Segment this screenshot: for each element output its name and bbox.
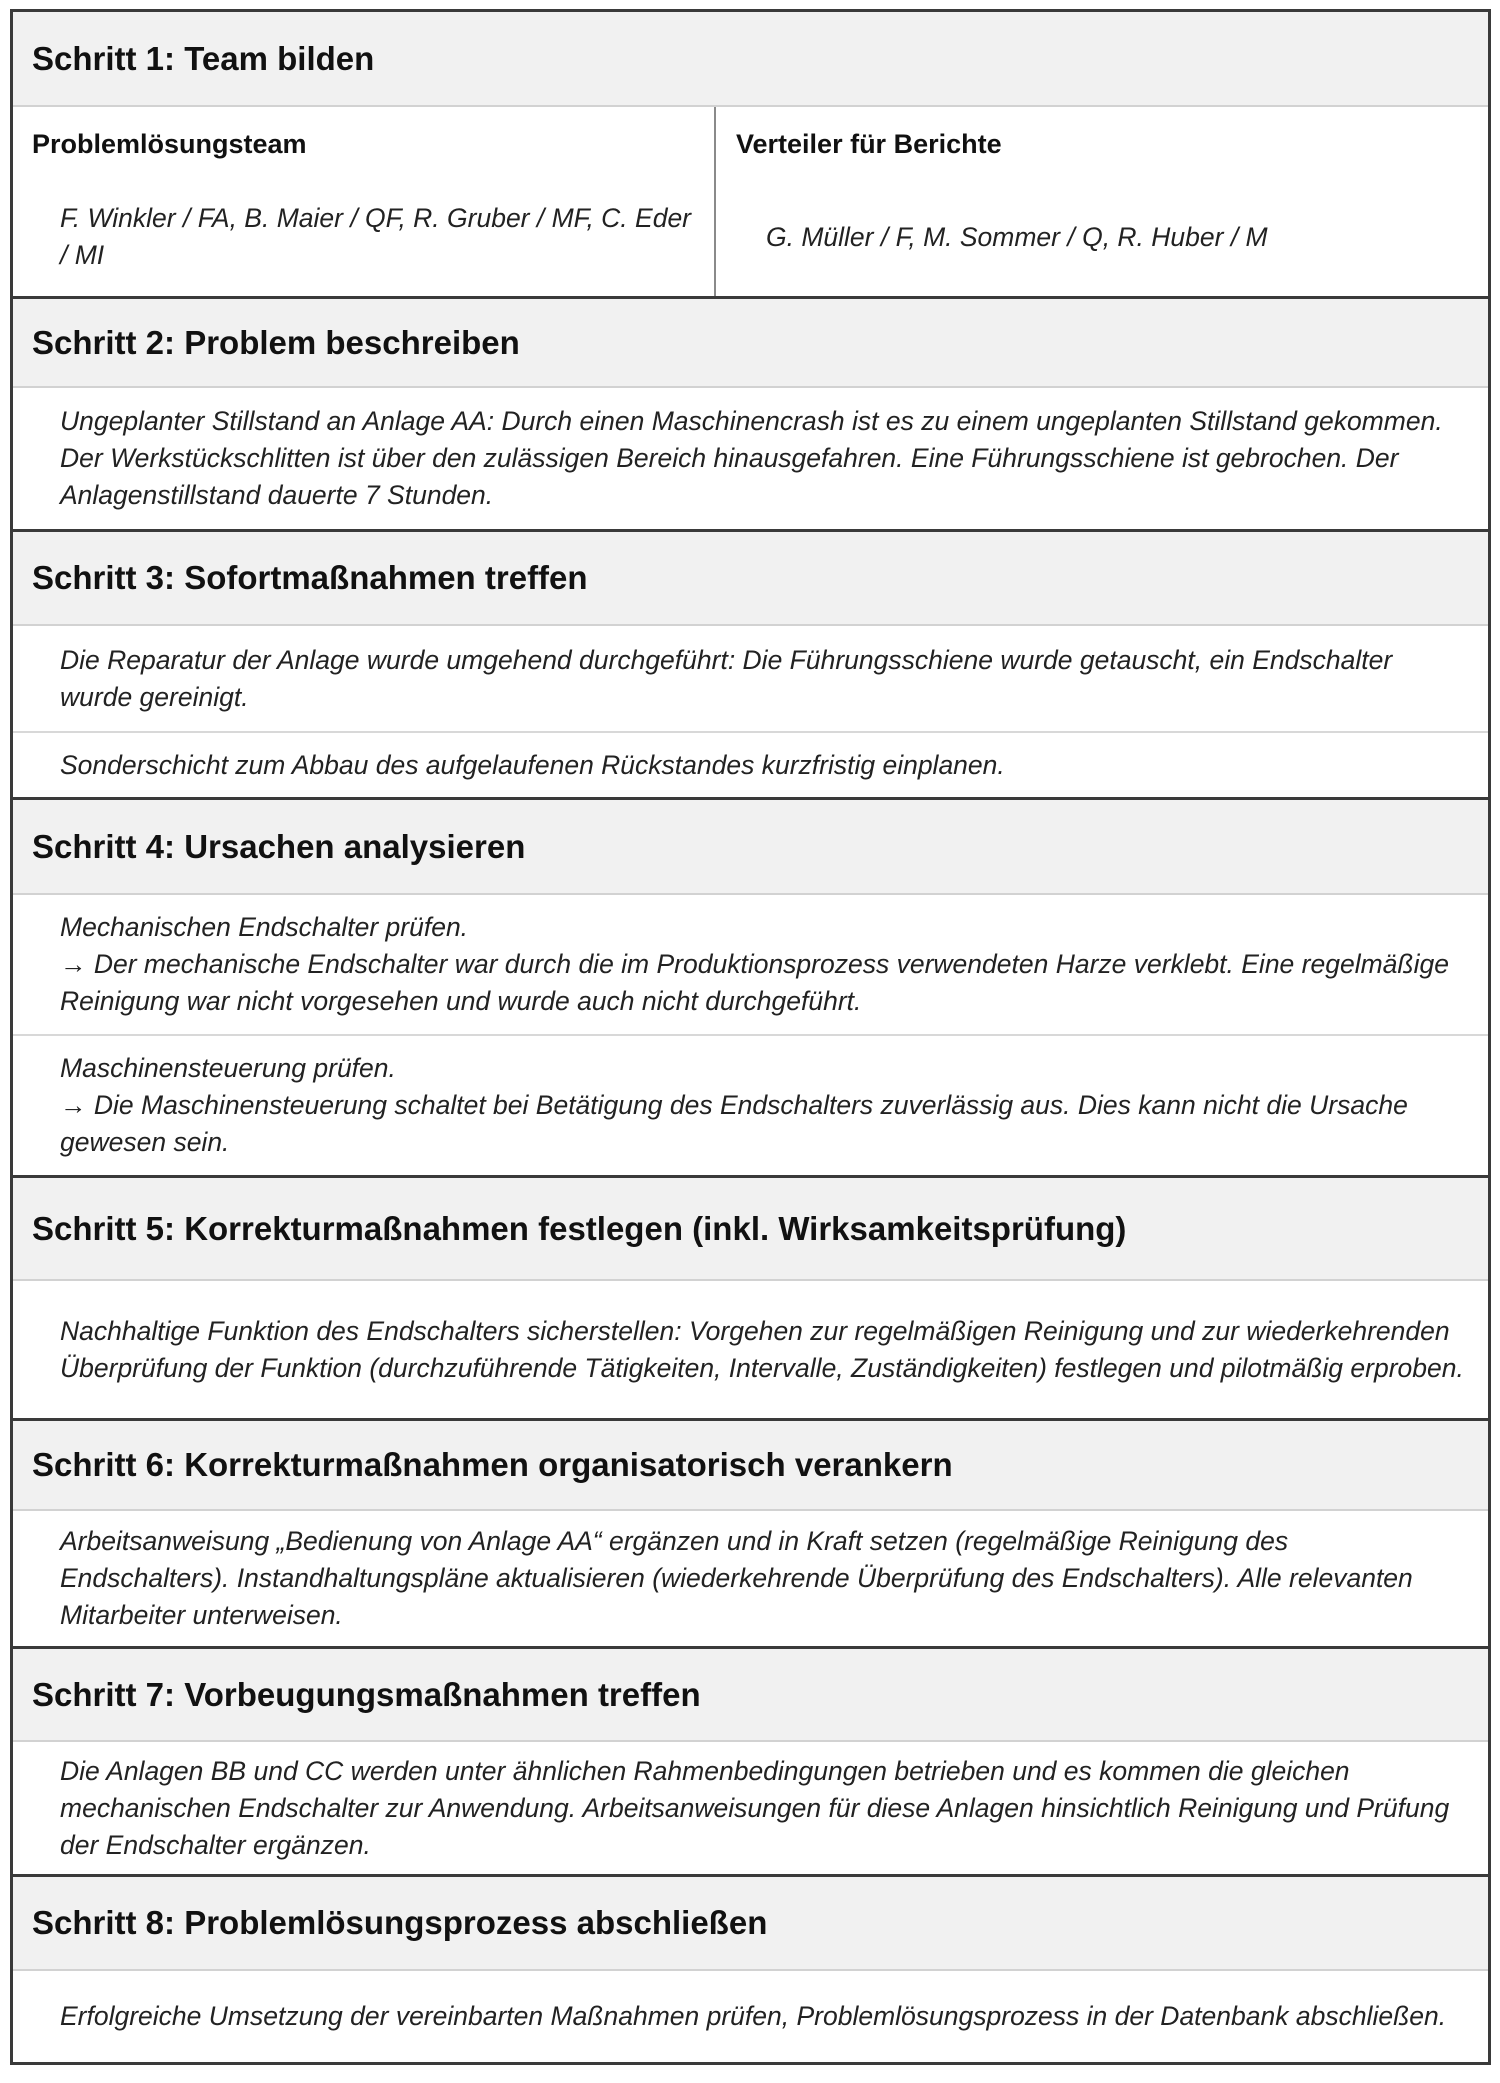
- step-8-content: Erfolgreiche Umsetzung der vereinbarten Maßnahmen prüfen, Problemlösungsprozess in der Datenbank abschließen.: [13, 1969, 1488, 2062]
- step-3-content-1: Die Reparatur der Anlage wurde umgehend durchgeführt: Die Führungsschiene wurde getauscht, ein Endschalter wurde gereinigt.: [13, 624, 1488, 731]
- step-1-header: Schritt 1: Team bilden: [13, 12, 1488, 105]
- step-4-content-2: Maschinensteuerung prüfen. → Die Maschinensteuerung schaltet bei Betätigung des Endschalters zuverlässig aus. Dies kann nicht die Ursache gewesen sein.: [13, 1034, 1488, 1175]
- step-5-content: Nachhaltige Funktion des Endschalters sicherstellen: Vorgehen zur regelmäßigen Reinigung und zur wiederkehrenden Überprüfung der Funktion (durchzuführende Tätigkeiten, Intervalle, Zuständigkeiten) festlegen und pilotmäßig erproben.: [13, 1279, 1488, 1418]
- step-2-header: Schritt 2: Problem beschreiben: [13, 296, 1488, 386]
- team-section: [13, 105, 1488, 296]
- step-6-header: Schritt 6: Korrekturmaßnahmen organisatorisch verankern: [13, 1418, 1488, 1509]
- step-8-header: Schritt 8: Problemlösungsprozess abschließen: [13, 1874, 1488, 1969]
- step-3-content-2: Sonderschicht zum Abbau des aufgelaufenen Rückstandes kurzfristig einplanen.: [13, 731, 1488, 797]
- team-label: Problemlösungsteam: [32, 129, 307, 159]
- step-6-content: Arbeitsanweisung „Bedienung von Anlage AA“ ergänzen und in Kraft setzen (regelmäßige Reinigung des Endschalters). Instandhaltungspläne aktualisieren (wiederkehrende Überprüfung des Endschalters). Alle relevanten Mitarbeiter unterweisen.: [13, 1509, 1488, 1646]
- distribution-list: G. Müller / F, M. Sommer / Q, R. Huber / M: [766, 222, 1268, 252]
- step-5-header: Schritt 5: Korrekturmaßnahmen festlegen (inkl. Wirksamkeitsprüfung): [13, 1175, 1488, 1279]
- step-7-content: Die Anlagen BB und CC werden unter ähnlichen Rahmenbedingungen betrieben und es kommen die gleichen mechanischen Endschalter zur Anwendung. Arbeitsanweisungen für diese Anlagen hinsichtlich Reinigung und Prüfung der Endschalter ergänzen.: [13, 1740, 1488, 1874]
- team-column: [13, 107, 716, 296]
- step-7-header: Schritt 7: Vorbeugungsmaßnahmen treffen: [13, 1646, 1488, 1740]
- distribution-column: [716, 107, 1488, 296]
- step-3-header: Schritt 3: Sofortmaßnahmen treffen: [13, 529, 1488, 624]
- step-2-content: Ungeplanter Stillstand an Anlage AA: Durch einen Maschinencrash ist es zu einem ungeplanten Stillstand gekommen. Der Werkstückschlitten ist über den zulässigen Bereich hinausgefahren. Eine Führungsschiene ist gebrochen. Der Anlagenstillstand dauerte 7 Stunden.: [13, 386, 1488, 529]
- distribution-label: Verteiler für Berichte: [736, 129, 1002, 159]
- team-members: F. Winkler / FA, B. Maier / QF, R. Gruber / MF, C. Eder / MI: [60, 203, 692, 270]
- problem-solving-report: [10, 9, 1491, 2065]
- step-4-content-1: Mechanischen Endschalter prüfen. → Der mechanische Endschalter war durch die im Produktionsprozess verwendeten Harze verklebt. Eine regelmäßige Reinigung war nicht vorgesehen und wurde auch nicht durchgeführt.: [13, 893, 1488, 1034]
- step-4-header: Schritt 4: Ursachen analysieren: [13, 797, 1488, 893]
